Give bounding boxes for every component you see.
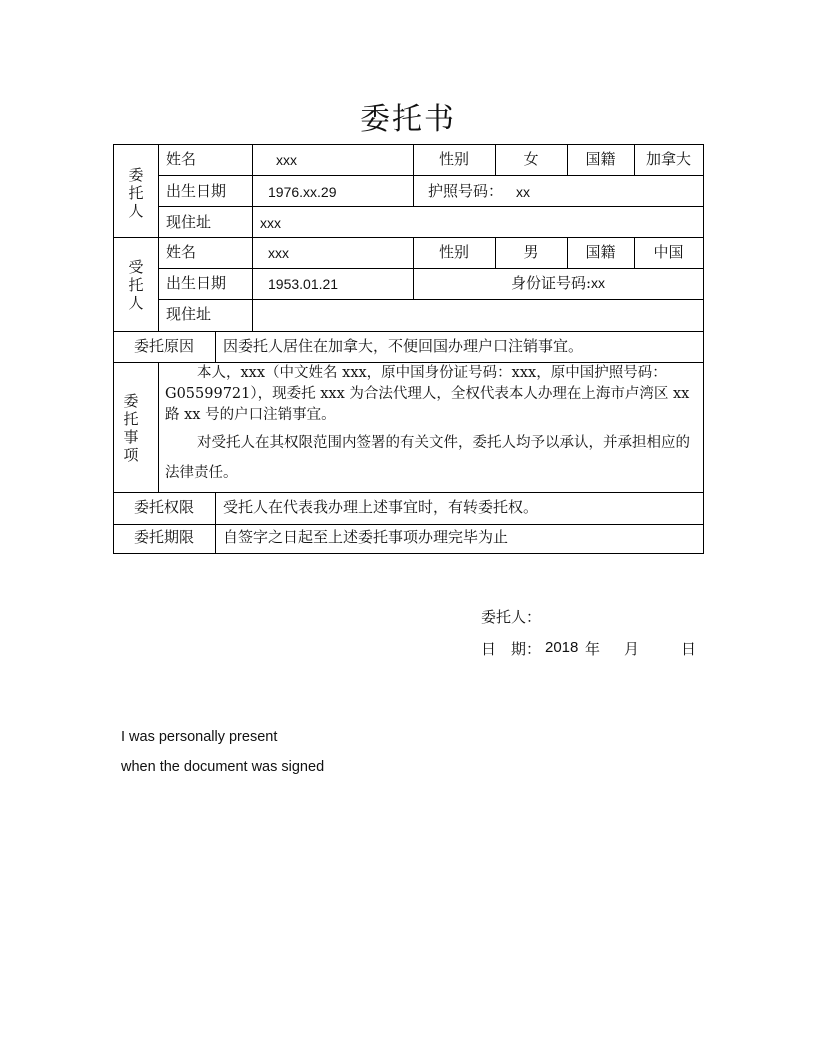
signature-year: 2018 [545, 639, 579, 656]
agent-nationality-value: 中国 [653, 243, 684, 261]
signature-date-label: 日 期： [481, 640, 542, 658]
document-title: 委托书 [360, 102, 456, 137]
principal-gender-label: 性别 [438, 150, 469, 168]
principal-gender-value: 女 [523, 150, 539, 168]
witness-note-line-1: I was personally present [121, 729, 278, 745]
authority-label: 委托权限 [133, 498, 194, 516]
agent-name-value: xxx [268, 245, 289, 261]
agent-name-label: 姓名 [166, 243, 197, 261]
period-label: 委托期限 [133, 528, 194, 546]
signature-principal-label: 委托人： [481, 608, 542, 626]
principal-address-value: xxx [260, 215, 281, 231]
period-text: 自签字之日起至上述委托事项办理完毕为止 [223, 528, 509, 546]
agent-birth-label: 出生日期 [166, 274, 227, 292]
reason-text: 因委托人居住在加拿大，不便回国办理户口注销事宜。 [223, 337, 584, 355]
principal-nationality-value: 加拿大 [645, 150, 691, 168]
signature-month-unit: 月 [624, 640, 640, 658]
agent-section-label: 受托人 [128, 258, 144, 312]
principal-nationality-label: 国籍 [585, 150, 616, 168]
signature-day-unit: 日 [681, 640, 697, 658]
matters-paragraph-1: 本人，xxx（中文姓名 xxx，原中国身份证号码：xxx，原中国护照号码：G05599721），现委托 xxx 为合法代理人，全权代表本人办理在上海市卢湾区 xx 路 xx 号的户口注销事宜。 [165, 365, 690, 423]
agent-id-label: 身份证号码: [510, 274, 592, 292]
entrustment-table [113, 144, 704, 554]
agent-id-field [413, 273, 703, 293]
principal-name-label: 姓名 [166, 150, 197, 168]
principal-passport-value: xx [516, 184, 530, 200]
principal-birth-value: 1976.xx.29 [268, 184, 337, 200]
agent-birth-value: 1953.01.21 [268, 276, 339, 292]
witness-note-line-2: when the document was signed [121, 759, 325, 775]
principal-passport-label: 护照号码： [428, 182, 504, 200]
reason-label: 委托原因 [133, 337, 194, 355]
matters-label: 委托事项 [123, 392, 139, 464]
principal-section-label: 委托人 [128, 166, 144, 220]
signature-year-unit: 年 [585, 640, 601, 658]
authority-text: 受托人在代表我办理上述事宜时，有转委托权。 [223, 498, 539, 516]
matters-paragraph-2: 对受托人在其权限范围内签署的有关文件，委托人均予以承认，并承担相应的法律责任。 [165, 435, 690, 481]
agent-address-label: 现住址 [166, 305, 212, 323]
principal-birth-label: 出生日期 [166, 182, 227, 200]
agent-gender-label: 性别 [438, 243, 469, 261]
principal-address-label: 现住址 [166, 213, 212, 231]
agent-id-value: xx [591, 275, 606, 291]
agent-gender-value: 男 [523, 243, 539, 261]
agent-nationality-label: 国籍 [585, 243, 616, 261]
principal-name-value: xxx [276, 152, 297, 168]
